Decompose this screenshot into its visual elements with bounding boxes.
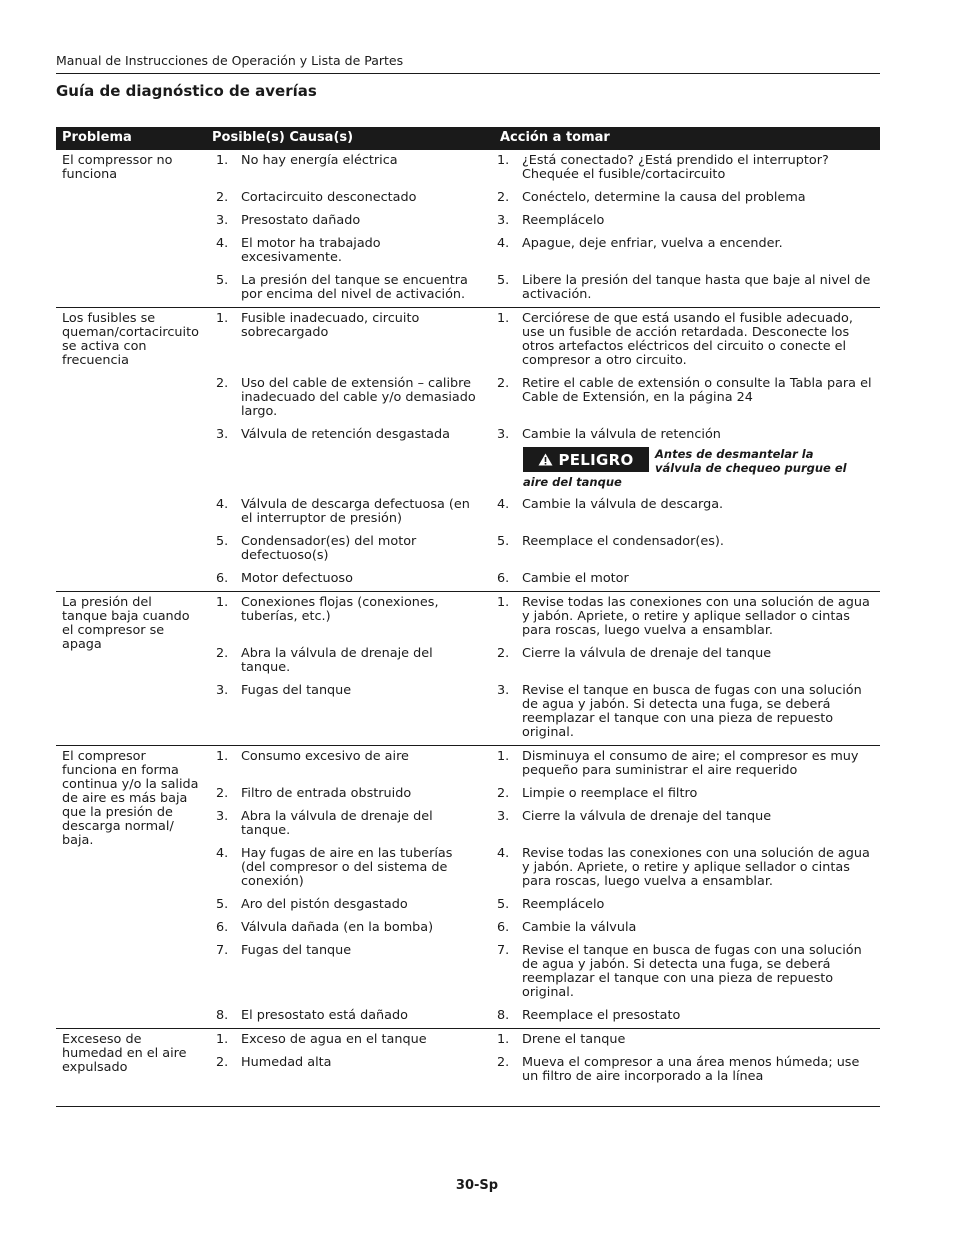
cause-text: Exceso de agua en el tanque <box>241 1032 427 1047</box>
cause-text: Consumo excesivo de aire <box>241 749 409 764</box>
cause-number: 4. <box>216 846 229 861</box>
action-text: Cierre la válvula de drenaje del tanque <box>522 646 772 661</box>
cause-number: 4. <box>216 236 229 251</box>
action-number: 2. <box>497 786 510 801</box>
cause-number: 1. <box>216 153 229 168</box>
action-text: Cambie la válvula de descarga. <box>522 497 724 512</box>
action-text: Reemplácelo <box>522 897 605 912</box>
cause-text: Abra la válvula de drenaje del tanque. <box>241 809 433 838</box>
cause-text: El presostato está dañado <box>241 1008 408 1023</box>
action-number: 2. <box>497 1055 510 1070</box>
column-header-action: Acción a tomar <box>487 127 880 150</box>
table-row <box>56 592 880 644</box>
action-text: Revise el tanque en busca de fugas con una solución de agua y jabón. Si detecta una fuga, se deberá reemplazar el tanque con una pieza de repuesto original. <box>522 683 862 740</box>
cause-text: Aro del pistón desgastado <box>241 897 408 912</box>
cause-text: Abra la válvula de drenaje del tanque. <box>241 646 433 675</box>
cause-text: No hay energía eléctrica <box>241 153 398 168</box>
action-text: Reemplácelo <box>522 213 605 228</box>
cause-number: 1. <box>216 595 229 610</box>
cause-number: 7. <box>216 943 229 958</box>
action-number: 6. <box>497 920 510 935</box>
action-number: 5. <box>497 897 510 912</box>
warning-text-line: Antes de desmantelar la <box>655 447 814 461</box>
cause-text: Cortacircuito desconectado <box>241 190 417 205</box>
problem-cell <box>56 1029 206 1107</box>
action-text: Cierre la válvula de drenaje del tanque <box>522 809 772 824</box>
action-number: 3. <box>497 809 510 824</box>
action-number: 1. <box>497 595 510 610</box>
action-text: Apague, deje enfriar, vuelva a encender. <box>522 236 783 251</box>
cause-text: Conexiones flojas (conexiones, tuberías, etc.) <box>241 595 439 624</box>
warning-text-line: aire del tanque <box>523 475 622 489</box>
table-row <box>56 746 880 784</box>
action-text: Revise todas las conexiones con una solución de agua y jabón. Apriete, o retire y aplique sellador o cintas para roscas, luego vuelva a ensamblar. <box>522 595 870 638</box>
cause-number: 3. <box>216 683 229 698</box>
action-number: 7. <box>497 943 510 958</box>
cause-text: Fusible inadecuado, circuito sobrecargado <box>241 311 420 340</box>
action-text: ¿Está conectado? ¿Está prendido el interruptor? Chequée el fusible/cortacircuito <box>522 153 829 182</box>
cause-number: 6. <box>216 920 229 935</box>
action-number: 4. <box>497 236 510 251</box>
cause-text: Fugas del tanque <box>241 683 352 698</box>
action-text: Retire el cable de extensión o consulte la Tabla para el Cable de Extensión, en la página 24 <box>522 376 872 405</box>
problem-text: Exceseso de humedad en el aire expulsado <box>62 1032 187 1075</box>
action-text: Reemplace el presostato <box>522 1008 681 1023</box>
cause-number: 2. <box>216 646 229 661</box>
cause-text: Válvula dañada (en la bomba) <box>241 920 434 935</box>
action-text: Libere la presión del tanque hasta que baje al nivel de activación. <box>522 273 871 302</box>
cause-text: Presostato dañado <box>241 213 361 228</box>
warning-triangle-icon <box>538 453 553 466</box>
cause-text: Válvula de descarga defectuosa (en el interruptor de presión) <box>241 497 470 526</box>
action-text: Revise el tanque en busca de fugas con una solución de agua y jabón. Si detecta una fuga, se deberá reemplazar el tanque con una pieza de repuesto original. <box>522 943 862 1000</box>
column-header-causes: Posible(s) Causa(s) <box>206 127 487 150</box>
action-number: 2. <box>497 190 510 205</box>
action-number: 3. <box>497 213 510 228</box>
cause-number: 5. <box>216 897 229 912</box>
cause-text: Hay fugas de aire en las tuberías (del compresor o del sistema de conexión) <box>241 846 453 889</box>
action-number: 4. <box>497 846 510 861</box>
cause-number: 5. <box>216 273 229 288</box>
action-text: Mueva el compresor a una área menos húmeda; use un filtro de aire incorporado a la línea <box>522 1055 860 1084</box>
column-header-problem: Problema <box>56 127 206 150</box>
action-text: Limpie o reemplace el filtro <box>522 786 698 801</box>
action-number: 4. <box>497 497 510 512</box>
action-number: 1. <box>497 749 510 764</box>
action-text: Cambie la válvula <box>522 920 637 935</box>
cause-number: 3. <box>216 427 229 442</box>
action-text: Reemplace el condensador(es). <box>522 534 724 549</box>
danger-label: PELIGRO <box>558 450 634 469</box>
page-number: 30-Sp <box>455 1178 499 1193</box>
cause-number: 2. <box>216 786 229 801</box>
action-number: 8. <box>497 1008 510 1023</box>
action-number: 5. <box>497 534 510 549</box>
action-number: 5. <box>497 273 510 288</box>
action-number: 6. <box>497 571 510 586</box>
action-number: 1. <box>497 311 510 326</box>
table-row <box>56 308 880 374</box>
cause-number: 2. <box>216 376 229 391</box>
action-number: 1. <box>497 1032 510 1047</box>
cause-text: Válvula de retención desgastada <box>241 427 450 442</box>
action-number: 3. <box>497 427 510 442</box>
problem-cell <box>56 746 206 1029</box>
table-header-row <box>56 127 880 150</box>
danger-badge <box>523 447 649 472</box>
problem-text: La presión del tanque baja cuando el compresor se apaga <box>62 595 190 652</box>
problem-text: El compressor no funciona <box>62 153 173 182</box>
manual-title: Manual de Instrucciones de Operación y Lista de Partes <box>56 53 404 68</box>
problem-cell <box>56 150 206 308</box>
table-row <box>56 150 880 188</box>
action-number: 3. <box>497 683 510 698</box>
action-text: Drene el tanque <box>522 1032 626 1047</box>
cause-text: Motor defectuoso <box>241 571 353 586</box>
problem-cell <box>56 308 206 592</box>
action-number: 2. <box>497 376 510 391</box>
action-text: Cambie la válvula de retención <box>522 427 721 442</box>
table-row <box>56 1029 880 1053</box>
cause-number: 8. <box>216 1008 229 1023</box>
cause-number: 1. <box>216 311 229 326</box>
cause-text: Humedad alta <box>241 1055 332 1070</box>
cause-text: Filtro de entrada obstruido <box>241 786 412 801</box>
cause-text: Fugas del tanque <box>241 943 352 958</box>
action-text: Revise todas las conexiones con una solución de agua y jabón. Apriete, o retire y aplique sellador o cintas para roscas, luego vuelva a ensamblar. <box>522 846 870 889</box>
cause-text: La presión del tanque se encuentra por encima del nivel de activación. <box>241 273 468 302</box>
cause-text: Uso del cable de extensión – calibre inadecuado del cable y/o demasiado largo. <box>241 376 476 419</box>
problem-text: El compresor funciona en forma continua y/o la salida de aire es más baja que la presión de descarga normal/ baja. <box>62 749 199 848</box>
header-rule <box>56 73 880 74</box>
action-number: 1. <box>497 153 510 168</box>
cause-number: 2. <box>216 190 229 205</box>
problem-text: Los fusibles se queman/cortacircuito se activa con frecuencia <box>62 311 199 368</box>
action-text: Cerciórese de que está usando el fusible adecuado, use un fusible de acción retardada. Desconecte los otros artefactos eléctricos del circuito o conecte el compresor a otro circuito. <box>522 311 853 368</box>
action-text: Disminuya el consumo de aire; el compresor es muy pequeño para suministrar el aire requerido <box>522 749 859 778</box>
action-number: 2. <box>497 646 510 661</box>
cause-text: Condensador(es) del motor defectuoso(s) <box>241 534 417 563</box>
cause-number: 2. <box>216 1055 229 1070</box>
danger-warning <box>487 447 880 494</box>
cause-number: 1. <box>216 749 229 764</box>
cause-number: 5. <box>216 534 229 549</box>
action-text: Conéctelo, determine la causa del problema <box>522 190 806 205</box>
troubleshooting-table <box>56 127 880 1107</box>
action-text: Cambie el motor <box>522 571 629 586</box>
cause-number: 3. <box>216 213 229 228</box>
cause-text: El motor ha trabajado excesivamente. <box>241 236 381 265</box>
cause-number: 1. <box>216 1032 229 1047</box>
problem-cell <box>56 592 206 746</box>
section-title: Guía de diagnóstico de averías <box>56 82 317 100</box>
cause-number: 6. <box>216 571 229 586</box>
cause-number: 3. <box>216 809 229 824</box>
cause-number: 4. <box>216 497 229 512</box>
warning-text-line: válvula de chequeo purgue el <box>655 461 847 475</box>
